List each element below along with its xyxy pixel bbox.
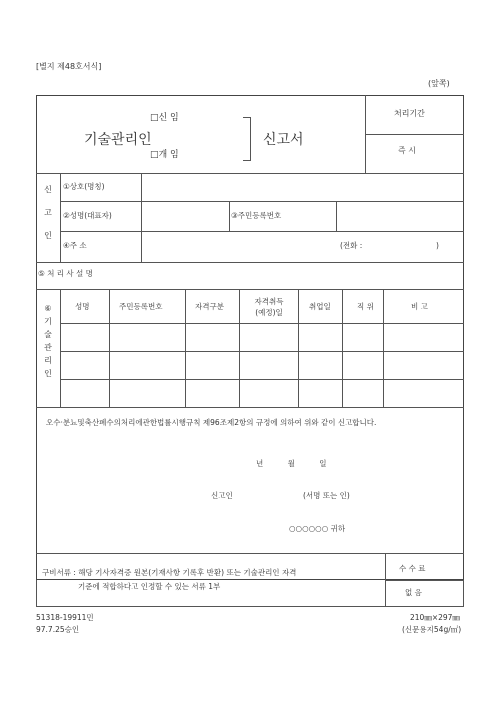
resident-number-label: ③주민등록번호 <box>231 211 282 220</box>
processing-period-value: 즉 시 <box>398 146 416 155</box>
processing-period-label: 처리기간 <box>394 109 425 118</box>
footer-approval: 97.7.25승인 <box>36 625 80 634</box>
front-page-label: (앞쪽) <box>428 79 450 88</box>
column-header-employment-date: 취업일 <box>309 302 331 311</box>
column-header-remarks: 비 고 <box>411 302 428 311</box>
applicant-side-label: 신 고 인 <box>44 185 52 240</box>
company-name-label: ①상호(명칭) <box>63 182 105 191</box>
form-number-label: [별지 제48호서식] <box>36 62 102 71</box>
column-header-resident-number: 주민등록번호 <box>119 302 163 311</box>
reason-field[interactable] <box>143 264 463 288</box>
fee-value: 없 음 <box>405 588 422 597</box>
table-row[interactable] <box>61 380 463 407</box>
table-row[interactable] <box>61 352 463 379</box>
column-header-position: 직 위 <box>357 302 374 311</box>
title-bracket <box>243 117 251 161</box>
footer-code: 51318-19911민 <box>36 613 94 622</box>
phone-close-paren: ) <box>436 241 439 250</box>
column-header-name: 성명 <box>75 302 90 311</box>
column-header-acquisition-date: 자격취득 (예정)일 <box>254 297 284 317</box>
footer-paper-size: 210㎜×297㎜ <box>410 613 460 622</box>
reporter-label: 신고인 <box>211 491 233 500</box>
resident-number-field[interactable] <box>338 203 462 229</box>
form-title-left: 기술관리인 <box>84 132 152 148</box>
signature-label: (서명 또는 인) <box>303 491 350 500</box>
column-header-qualification: 자격구분 <box>195 302 224 311</box>
phone-label: (전화 : <box>340 241 363 250</box>
form-title-right: 신고서 <box>263 132 304 148</box>
reporter-signature-field[interactable] <box>240 488 300 502</box>
managers-side-label: ⑥ 기 술 관 리 인 <box>44 304 52 378</box>
reason-label: ⑤ 처 리 사 설 명 <box>38 269 93 278</box>
company-name-field[interactable] <box>143 175 463 200</box>
option-new-appointment[interactable]: □신 임 <box>150 113 179 123</box>
representative-name-label: ②성명(대표자) <box>63 211 112 220</box>
declaration-text: 오수·분뇨및축산폐수의처리에관한법률시행규칙 제96조제2항의 규정에 의하여 위와 같이 신고합니다. <box>46 418 377 427</box>
representative-name-field[interactable] <box>143 203 227 229</box>
option-change-appointment[interactable]: □개 임 <box>150 150 179 160</box>
declaration-date: 년 월 일 <box>256 459 327 468</box>
fee-label: 수 수 료 <box>399 564 426 573</box>
table-row[interactable] <box>61 324 463 351</box>
addressee-label: ○○○○○○ 귀하 <box>289 524 346 533</box>
address-label: ④주 소 <box>63 241 87 250</box>
address-field[interactable] <box>143 233 323 260</box>
footer-paper-spec: (신문용지54g/㎡) <box>402 625 462 634</box>
